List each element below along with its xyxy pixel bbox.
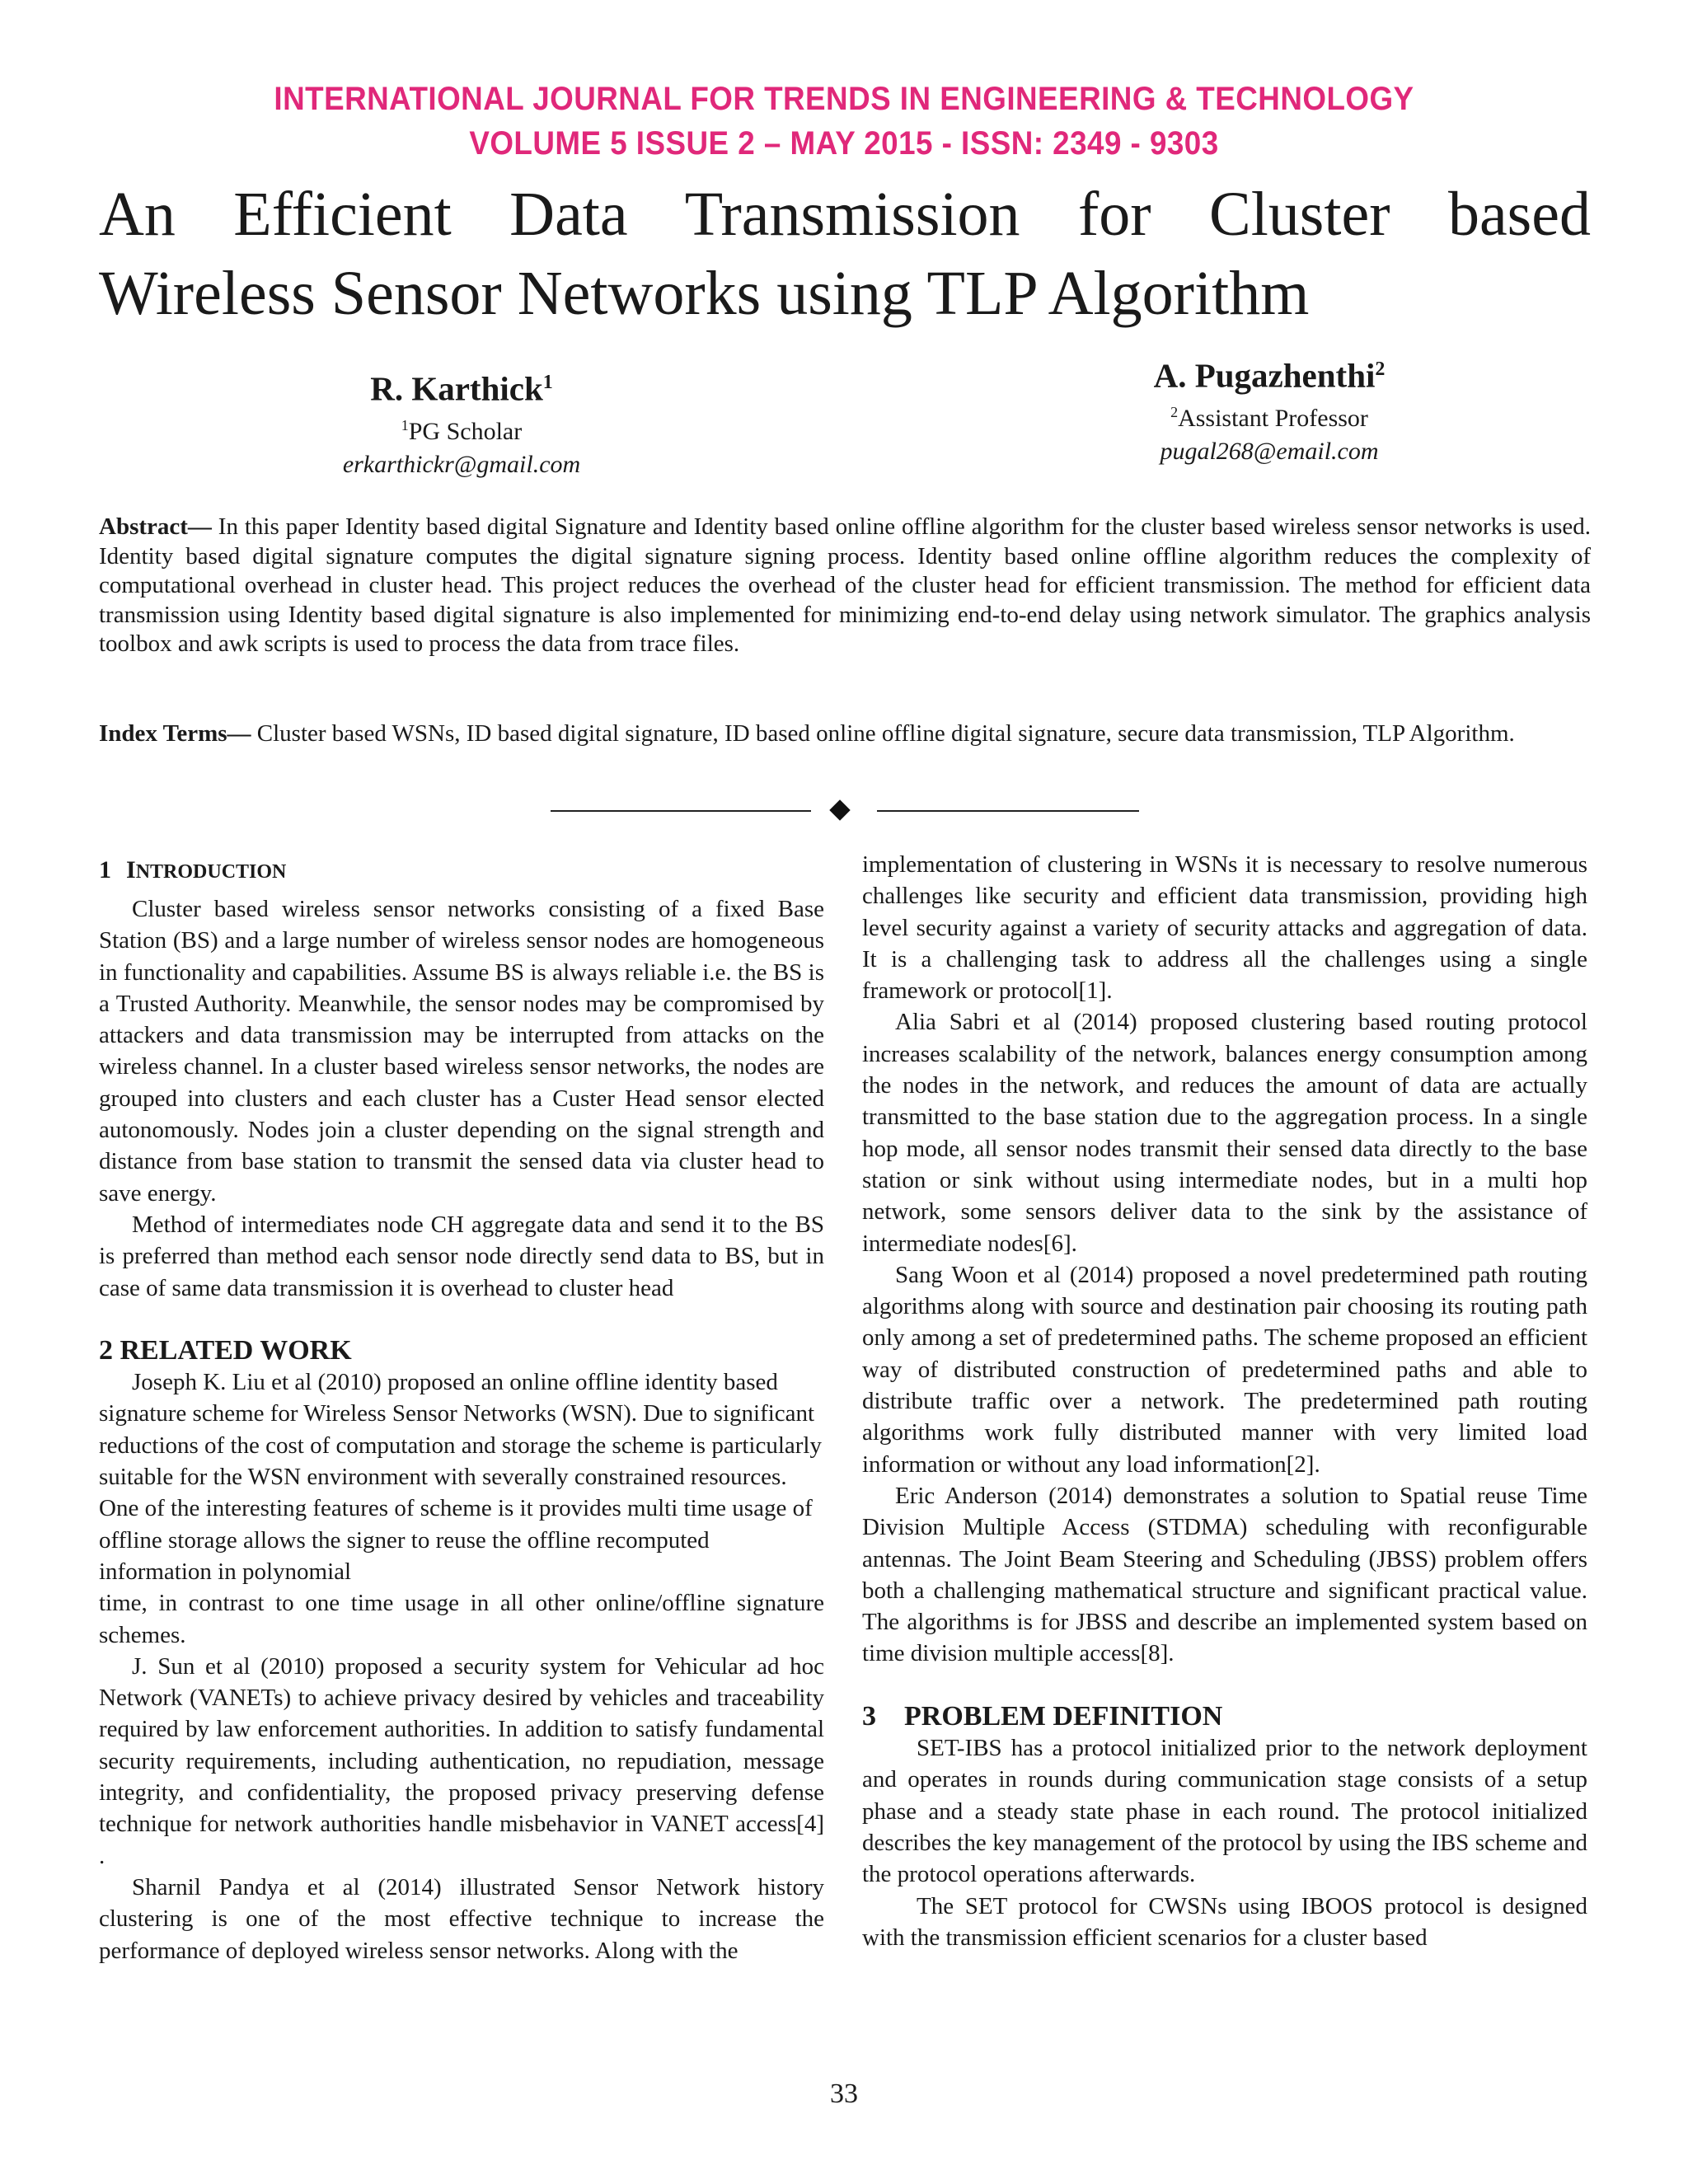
paper-title <box>99 175 1591 333</box>
related-paragraph-1b: time, in contrast to one time usage in all other online/offline signature schemes. <box>99 1590 824 1648</box>
author-2 <box>1063 348 1475 470</box>
intro-paragraph-2: Method of intermediates node CH aggregate data and send it to the BS is preferred than method each sensor node directly send data to BS, but in case of same data transmission it is overhead to cluster head <box>99 1211 824 1301</box>
index-terms-text: Cluster based WSNs, ID based digital signature, ID based online offline digital signature, secure data transmission, TLP Algorithm. <box>251 720 1515 747</box>
diamond-icon <box>829 799 850 820</box>
spacer <box>99 1304 824 1335</box>
intro-paragraph-1: Cluster based wireless sensor networks consisting of a fixed Base Station (BS) and a large number of wireless sensor nodes are homogeneous in functionality and capabilities. Assume BS is always reliable i.e. the BS is a Trusted Authority. Meanwhile, the sensor nodes may be compromised by attackers and data transmission may be interrupted from attacks on the wireless channel. In a cluster based wireless sensor networks, the nodes are grouped into clusters and each cluster has a Custer Head sensor elected autonomously. Nodes join a cluster depending on the signal strength and distance from base station to transmit the sensed data via cluster head to save energy. <box>99 896 824 1207</box>
index-terms <box>99 719 1591 748</box>
journal-name: INTERNATIONAL JOURNAL FOR TRENDS IN ENGINEERING & TECHNOLOGY <box>274 81 1414 117</box>
related-paragraph-5: Sang Woon et al (2014) proposed a novel predetermined path routing algorithms along with source and destination pair choosing its routing path only among a set of predetermined paths. The scheme proposed an efficient way of distributed construction of predetermined paths and able to distribute traffic over a network. The predetermined path routing algorithms work fully distributed manner with very limited load information or without any load information[2]. <box>862 1261 1587 1478</box>
title-line-2: Wireless Sensor Networks using TLP Algorithm <box>99 259 1310 328</box>
abstract <box>99 513 1591 659</box>
left-column <box>99 849 824 1966</box>
abstract-label: Abstract— <box>99 513 212 540</box>
section-divider <box>0 799 1688 824</box>
related-paragraph-2: J. Sun et al (2010) proposed a security system for Vehicular ad hoc Network (VANETs) to achieve privacy desired by vehicles and traceability required by law enforcement authorities. In addition to satisfy fundamental security requirements, including authentication, no repudiation, message integrity, and confidentiality, the proposed privacy preserving defense technique for network authorities handle misbehavior in VANET access[4] . <box>99 1652 824 1869</box>
author-2-role: $^2$Assistant Professor <box>1170 403 1368 432</box>
abstract-text: In this paper Identity based digital Signature and Identity based online offline algorithm for the cluster based wireless sensor networks is used. Identity based digital signature computes the digital signature signing process. Identity based online offline algorithm reduces the complexity of computational overhead in cluster head. This project reduces the overhead of the cluster head for efficient transmission. The method for efficient data transmission using Identity based digital signature is also implemented for minimizing end-to-end delay using network simulator. The graphics analysis toolbox and awk scripts is used to process the data from trace files. <box>99 513 1591 657</box>
author-1-email: erkarthickr@gmail.com <box>342 450 581 478</box>
author-2-name: A. Pugazhenthi$^2$ <box>1153 356 1386 395</box>
related-paragraph-3: Sharnil Pandya et al (2014) illustrated Sensor Network history clustering is one of the most effective technique to increase the performance of deployed wireless sensor networks. Along with the <box>99 1873 824 1964</box>
section-2-heading: 2 RELATED WORK <box>99 1334 352 1366</box>
related-paragraph-6: Eric Anderson (2014) demonstrates a solution to Spatial reuse Time Division Multiple Access (STDMA) scheduling with reconfigurable antennas. The Joint Beam Steering and Scheduling (JBSS) problem offers both a challenging mathematical structure and significant practical value. The algorithms is for JBSS and describe an implemented system based on time division multiple access[8]. <box>862 1482 1587 1667</box>
divider-line-left <box>551 810 811 812</box>
page-number: 33 <box>830 2079 858 2109</box>
problem-paragraph-1: SET-IBS has a protocol initialized prior to the network deployment and operates in rounds during communication stage consists of a setup phase and a steady state phase in each round. The protocol initialized describes the key management of the protocol by using the IBS scheme and the protocol operations afterwards. <box>862 1735 1587 1888</box>
right-column <box>862 849 1587 1953</box>
related-paragraph-1a: Joseph K. Liu et al (2010) proposed an online offline identity based signature scheme for Wireless Sensor Networks (WSN). Due to significant reductions of the cost of computation and storage the scheme is particularly suitable for the WSN environment with severally constrained resources. One of the interesting features of scheme is it provides multi time usage of offline storage allows the signer to reuse the offline recomputed information in polynomial <box>99 1369 822 1585</box>
author-1 <box>280 361 643 483</box>
divider-line-right <box>877 810 1139 812</box>
index-terms-label: Index Terms— <box>99 720 251 747</box>
title-line-1: An Efficient Data Transmission for Cluster based <box>99 180 1591 249</box>
journal-issue: VOLUME 5 ISSUE 2 – MAY 2015 - ISSN: 2349 - 9303 <box>469 125 1219 162</box>
related-paragraph-3-continued: implementation of clustering in WSNs it is necessary to resolve numerous challenges like security and efficient data transmission, providing high level security against a variety of security attacks and aggregation of data. It is a challenging task to address all the challenges using a single framework or protocol[1]. <box>862 851 1587 1005</box>
related-paragraph-4: Alia Sabri et al (2014) proposed clustering based routing protocol increases scalability of the network, balances energy consumption among the nodes in the network, and reduces the amount of data are actually transmitted to the base station due to the aggregation process. In a single hop mode, all sensor nodes transmit their sensed data directly to the base station or sink without using intermediate nodes, but in a multi hop network, some sensors deliver data to the sink by the assistance of intermediate nodes[6]. <box>862 1009 1587 1257</box>
section-3-heading: 3 PROBLEM DEFINITION <box>862 1700 1223 1732</box>
section-1-heading: 1 INTRODUCTION <box>99 856 287 883</box>
spacer <box>862 1670 1587 1701</box>
problem-paragraph-2: The SET protocol for CWSNs using IBOOS protocol is designed with the transmission efficient scenarios for a cluster based <box>862 1892 1587 1951</box>
author-1-name: R. Karthick$^1$ <box>370 369 553 408</box>
author-1-role: $^1$PG Scholar <box>401 416 523 445</box>
author-2-email: pugal268@email.com <box>1160 437 1379 465</box>
